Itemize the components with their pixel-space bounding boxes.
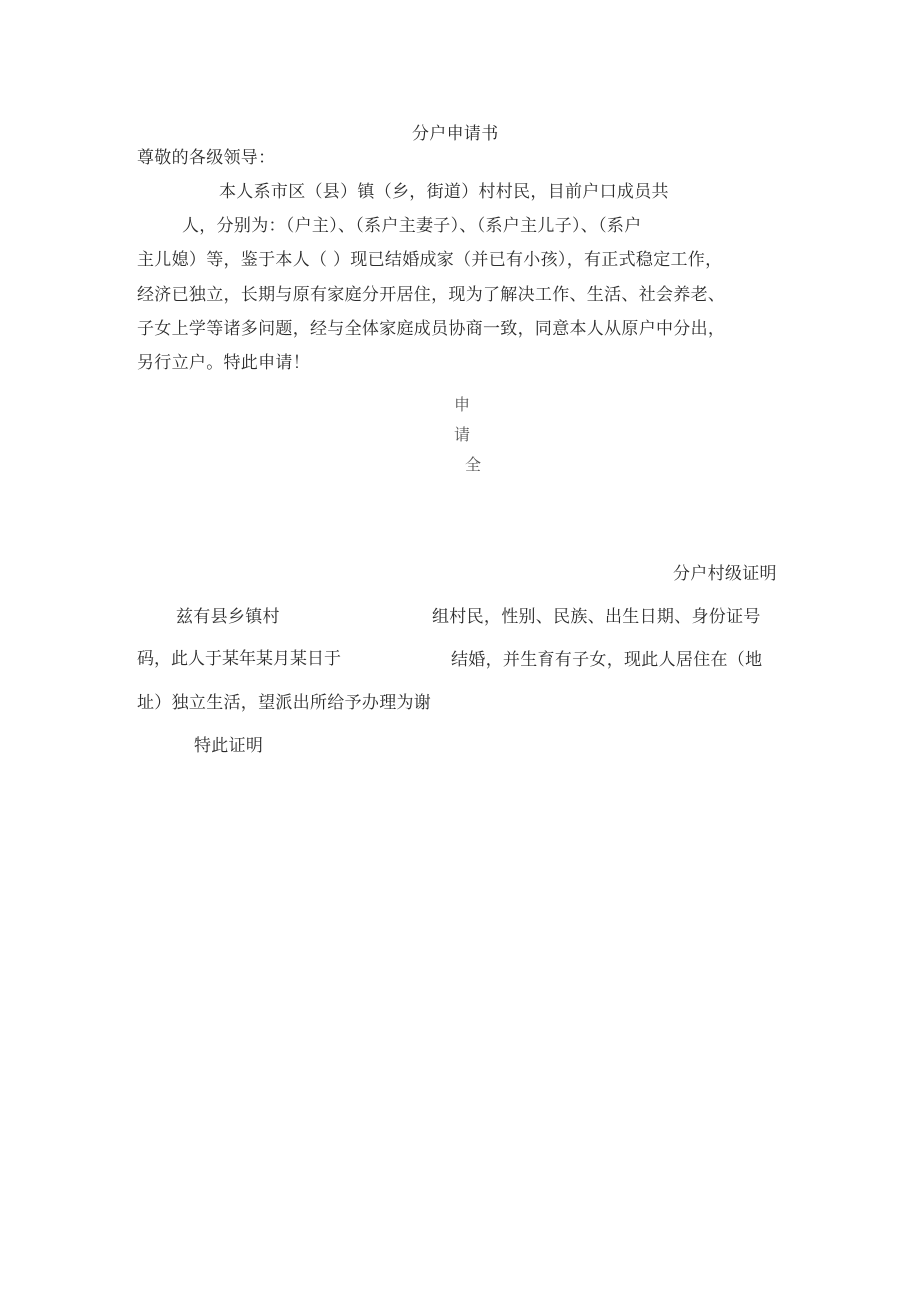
body-line-4: 经济已独立，长期与原有家庭分开居住，现为了解决工作、生活、社会养老、 xyxy=(137,285,726,305)
signature-fragment-3: 全 xyxy=(465,455,482,474)
certificate-line2-right: 结婚，并生育有子女，现此人居住在（地 xyxy=(451,650,763,670)
certificate-line1-left: 兹有县乡镇村 xyxy=(176,607,280,627)
body-line-1: 本人系市区（县）镇（乡，街道）村村民，目前户口成员共 xyxy=(219,182,669,202)
certificate-title: 分户村级证明 xyxy=(673,564,777,584)
body-line-5: 子女上学等诸多问题，经与全体家庭成员协商一致，同意本人从原户中分出， xyxy=(137,319,726,339)
signature-fragment-1: 申 xyxy=(454,395,471,414)
body-line-6: 另行立户。特此申请！ xyxy=(137,353,310,373)
application-title: 分户申请书 xyxy=(412,124,499,144)
certificate-line1-right: 组村民，性别、民族、出生日期、身份证号 xyxy=(432,607,761,627)
greeting: 尊敬的各级领导： xyxy=(137,148,276,168)
certificate-line3: 址）独立生活，望派出所给予办理为谢 xyxy=(137,693,432,713)
signature-fragment-2: 请 xyxy=(454,425,471,444)
certificate-closing: 特此证明 xyxy=(194,736,264,756)
body-line-2: 人，分别为：（户主）、（系户主妻子）、（系户主儿子）、（系户 xyxy=(182,216,642,236)
body-line-3: 主儿媳）等，鉴于本人（ ）现已结婚成家（并已有小孩），有正式稳定工作， xyxy=(137,250,723,270)
certificate-line2-left-cut: 码，此人于某年某月某日于 xyxy=(137,649,341,669)
